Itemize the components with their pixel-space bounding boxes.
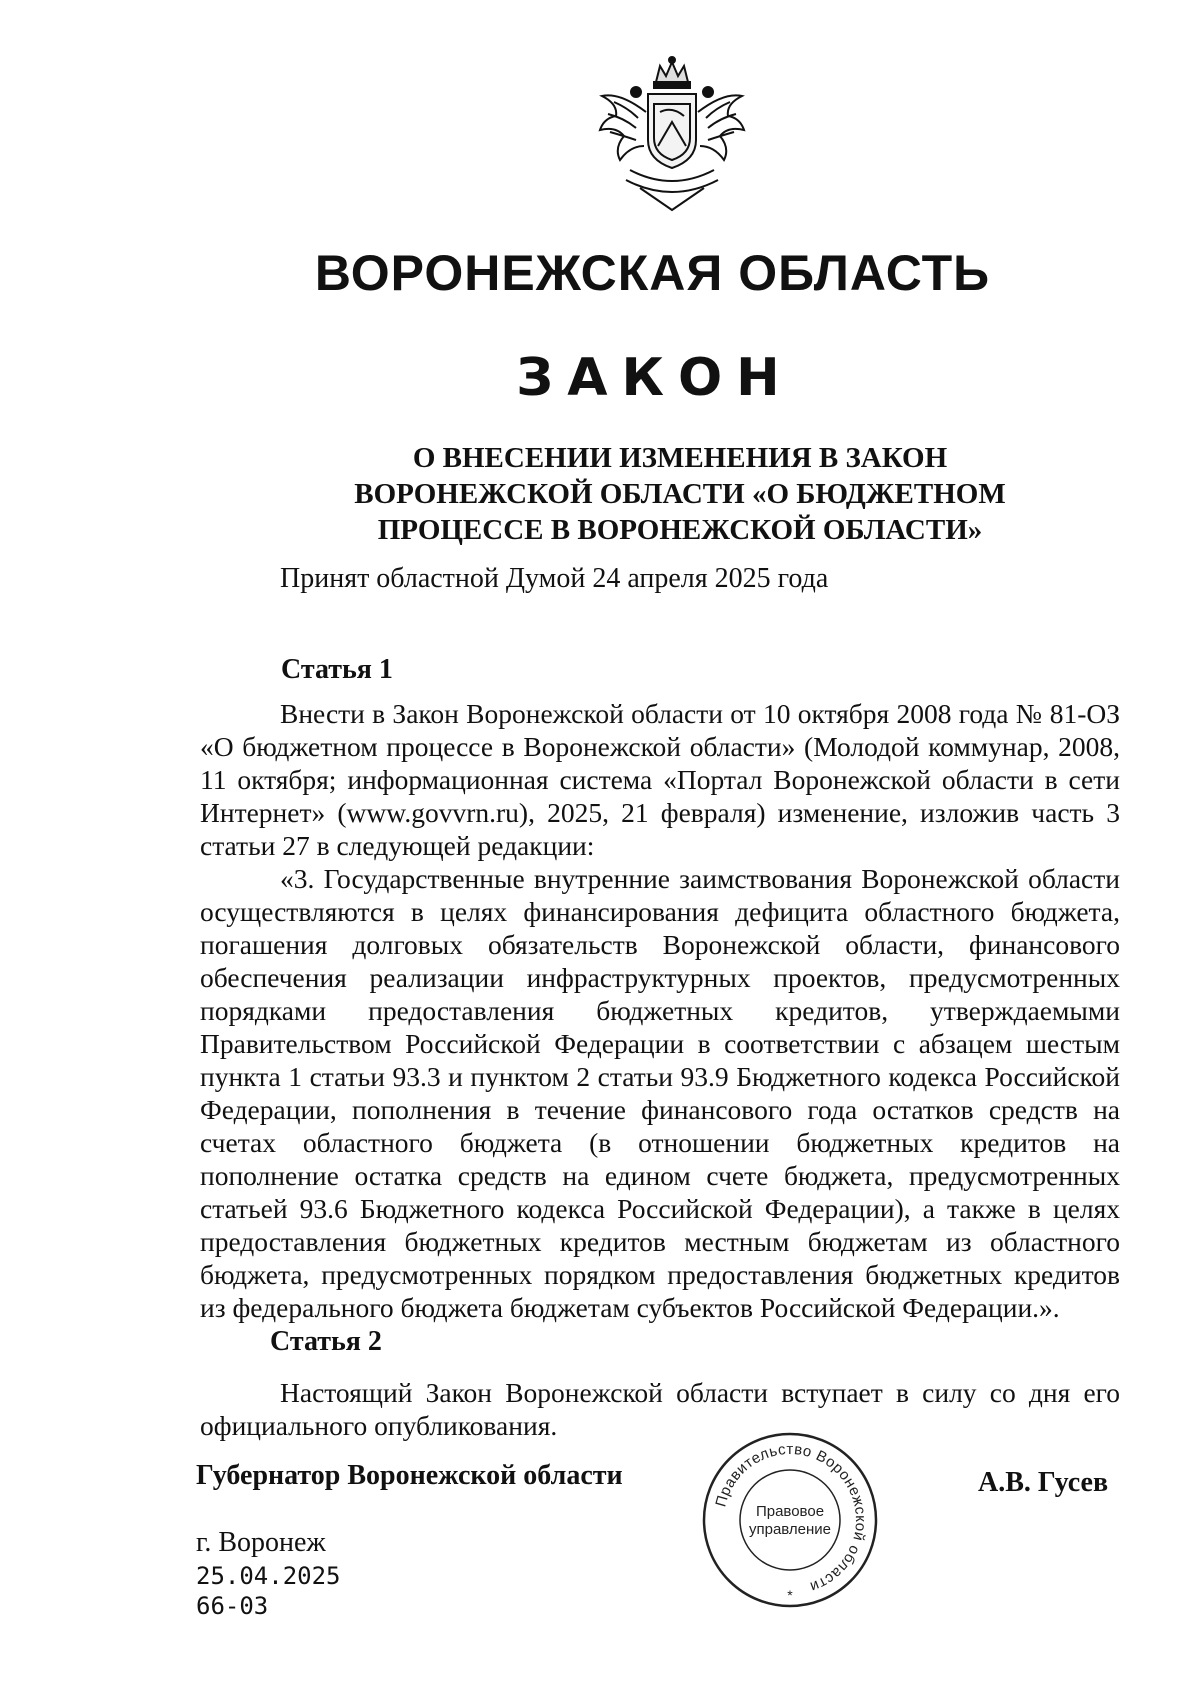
stamp-star: * — [787, 1587, 793, 1603]
article-1-heading: Статья 1 — [281, 654, 393, 685]
stamp-center-line-1: Правовое — [755, 1503, 825, 1520]
article-1-paragraph-1: Внести в Закон Воронежской области от 10 октября 2008 года № 81-ОЗ «О бюджетном процессе в Воронежской области» (Молодой коммунар, 2008, 11 октября; информационная система «Портал Воронежской области в сети Интернет» (www.govvrn.ru), 2025, 21 февраля) изменение, изложив часть 3 статьи 27 в следующей редакции: — [200, 698, 1120, 861]
official-stamp — [700, 1430, 880, 1610]
law-number: 66-03 — [196, 1592, 269, 1620]
law-title-line: О ВНЕСЕНИИ ИЗМЕНЕНИЯ В ЗАКОН — [412, 442, 948, 474]
signing-date: 25.04.2025 — [196, 1562, 341, 1590]
law-title-line: ПРОЦЕССЕ В ВОРОНЕЖСКОЙ ОБЛАСТИ» — [377, 514, 983, 546]
region-heading: ВОРОНЕЖСКАЯ ОБЛАСТЬ — [314, 245, 991, 301]
coat-of-arms-emblem — [590, 52, 755, 217]
article-1-paragraph-2: «3. Государственные внутренние заимствования Воронежской области осуществляются в целях финансирования дефицита областного бюджета, погашения долговых обязательств Воронежской области, финансового обеспечения реализации инфраструктурных проектов, предусмотренных порядками предоставления бюджетных кредитов, утверждаемыми Правительством Российской Федерации в соответствии с абзацем шестым пункта 1 статьи 93.3 и пунктом 2 статьи 93.9 Бюджетного кодекса Российской Федерации, пополнения в течение финансового года остатков средств на счетах областного бюджета (в отношении бюджетных кредитов на пополнение остатка средств на едином счете бюджета, предусмотренных статьей 93.6 Бюджетного кодекса Российской Федерации), а также в целях предоставления бюджетных кредитов местным бюджетам из областного бюджета, предусмотренных порядком предоставления бюджетных кредитов из федерального бюджета бюджетам субъектов Российской Федерации.». — [200, 863, 1120, 1323]
law-title-line: ВОРОНЕЖСКОЙ ОБЛАСТИ «О БЮДЖЕТНОМ — [354, 478, 1006, 510]
signing-city: г. Воронеж — [196, 1527, 326, 1558]
article-2-heading: Статья 2 — [270, 1326, 382, 1357]
document-type-heading: ЗАКОН — [516, 348, 794, 408]
law-title — [330, 440, 1030, 548]
signatory-position: Губернатор Воронежской области — [196, 1460, 623, 1491]
adoption-line: Принят областной Думой 24 апреля 2025 года — [280, 563, 829, 594]
signatory-name: А.В. Гусев — [978, 1467, 1109, 1498]
article-2-paragraph-1: Настоящий Закон Воронежской области вступает в силу со дня его официального опубликования. — [200, 1377, 1120, 1441]
stamp-center-line-2: управление — [748, 1521, 832, 1538]
stamp-ring-text: Правительство Воронежской области — [712, 1440, 870, 1596]
